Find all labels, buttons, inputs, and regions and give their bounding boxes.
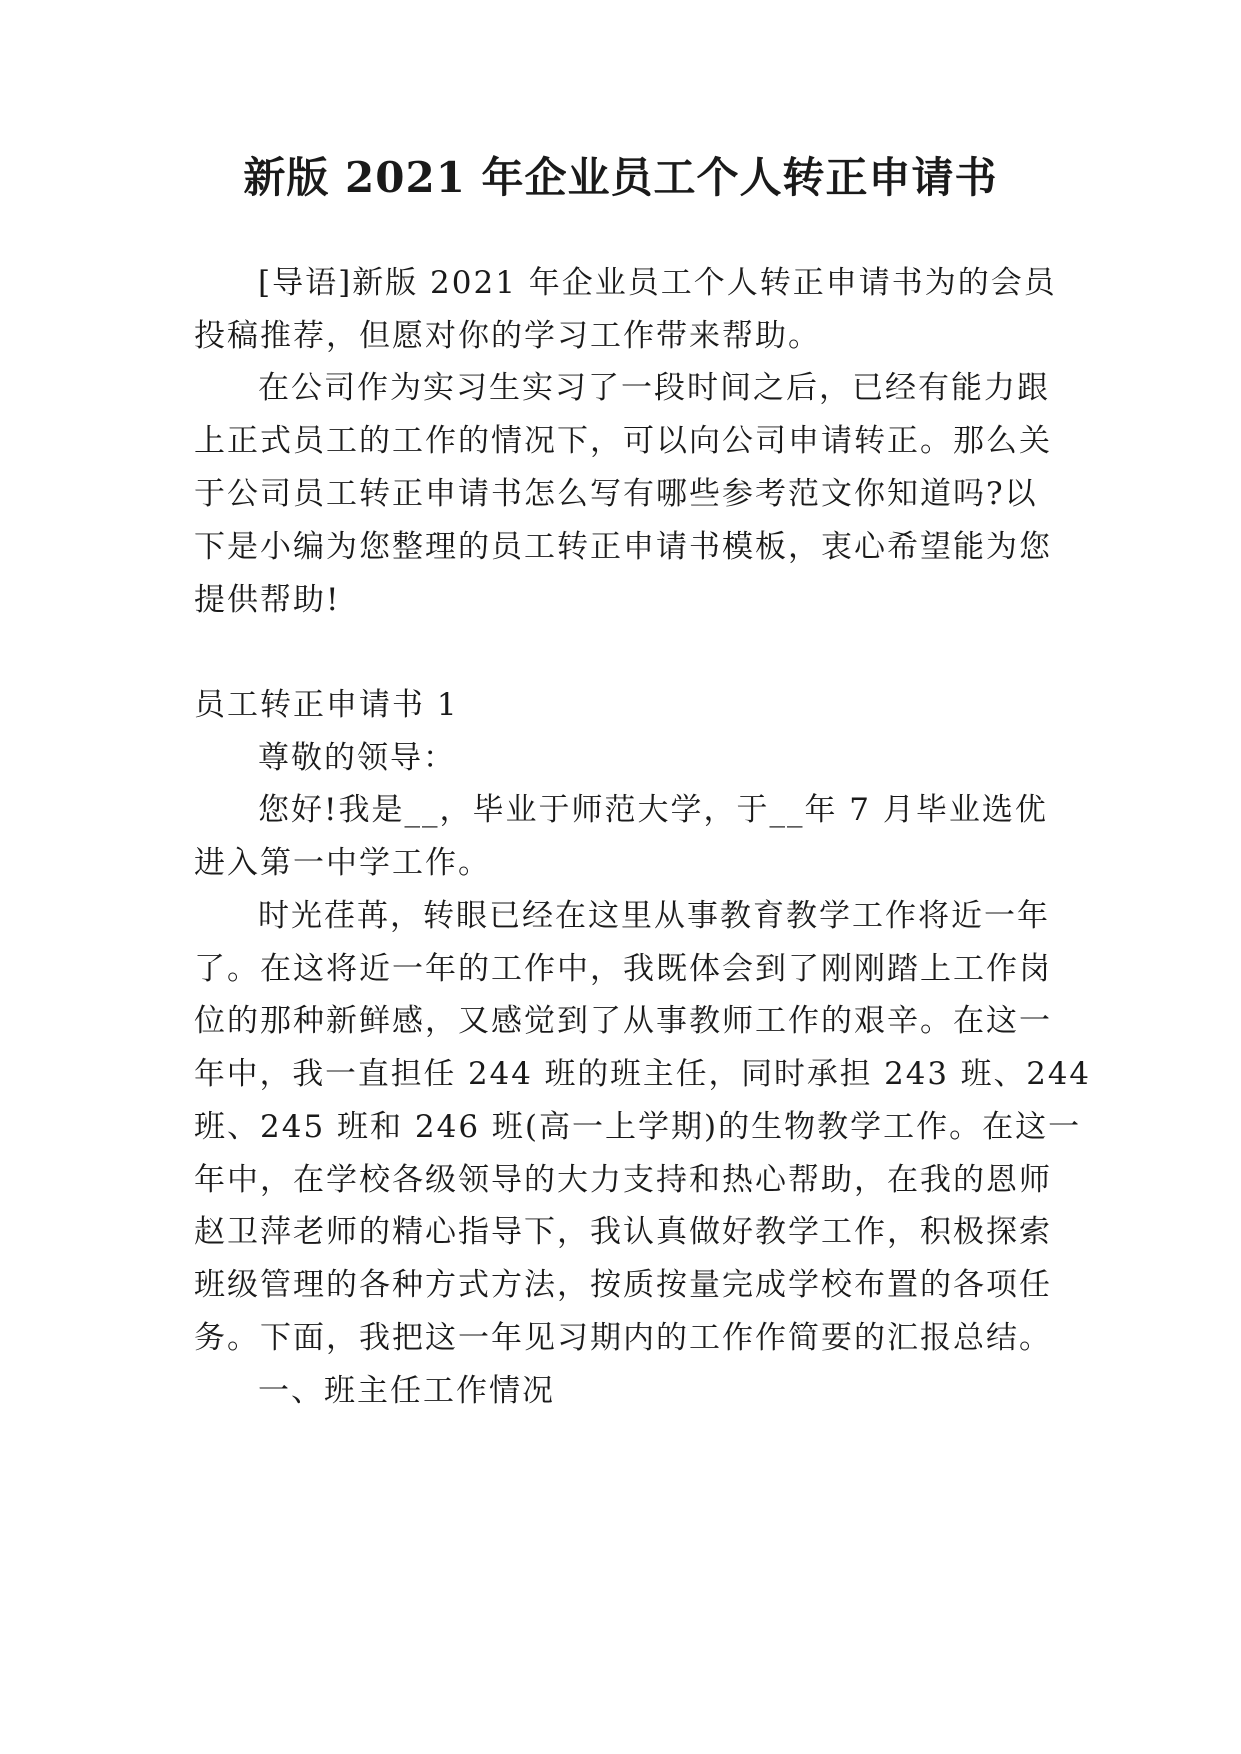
paragraph-line-3: 于公司员工转正申请书怎么写有哪些参考范文你知道吗?以 [194, 476, 1038, 512]
paragraph-line-4: 下是小编为您整理的员工转正申请书模板，衷心希望能为您 [194, 529, 1052, 565]
paragraph-line-1: 在公司作为实习生实习了一段时间之后，已经有能力跟 [258, 370, 1050, 406]
intro-line-2: 投稿推荐，但愿对你的学习工作带来帮助。 [194, 318, 821, 354]
paragraph-line-2: 上正式员工的工作的情况下，可以向公司申请转正。那么关 [194, 423, 1052, 459]
body-line-4: 年中，我一直担任 244 班的班主任，同时承担 243 班、244 [194, 1056, 1092, 1092]
paragraph-line-5: 提供帮助! [194, 582, 341, 618]
body-line-6: 年中，在学校各级领导的大力支持和热心帮助，在我的恩师 [194, 1162, 1052, 1198]
body-line-7: 赵卫萍老师的精心指导下，我认真做好教学工作，积极探索 [194, 1214, 1052, 1250]
document-title: 新版 2021 年企业员工个人转正申请书 [243, 153, 998, 202]
body-line-3: 位的那种新鲜感，又感觉到了从事教师工作的艰辛。在这一 [194, 1003, 1052, 1039]
body-line-1: 时光荏苒，转眼已经在这里从事教育教学工作将近一年 [258, 898, 1050, 934]
body-line-9: 务。下面，我把这一年见习期内的工作作简要的汇报总结。 [194, 1320, 1052, 1356]
greeting-line-2: 进入第一中学工作。 [194, 845, 491, 881]
body-line-5: 班、245 班和 246 班(高一上学期)的生物教学工作。在这一 [194, 1109, 1082, 1145]
salutation: 尊敬的领导： [258, 740, 456, 776]
greeting-line-1: 您好!我是__，毕业于师范大学，于__年 7 月毕业选优 [258, 792, 1048, 828]
section-heading: 员工转正申请书 1 [194, 687, 459, 723]
subsection-heading: 一、班主任工作情况 [258, 1373, 555, 1409]
body-line-8: 班级管理的各种方式方法，按质按量完成学校布置的各项任 [194, 1267, 1052, 1303]
body-line-2: 了。在这将近一年的工作中，我既体会到了刚刚踏上工作岗 [194, 951, 1052, 987]
intro-line-1: [导语]新版 2021 年企业员工个人转正申请书为的会员 [258, 265, 1057, 301]
